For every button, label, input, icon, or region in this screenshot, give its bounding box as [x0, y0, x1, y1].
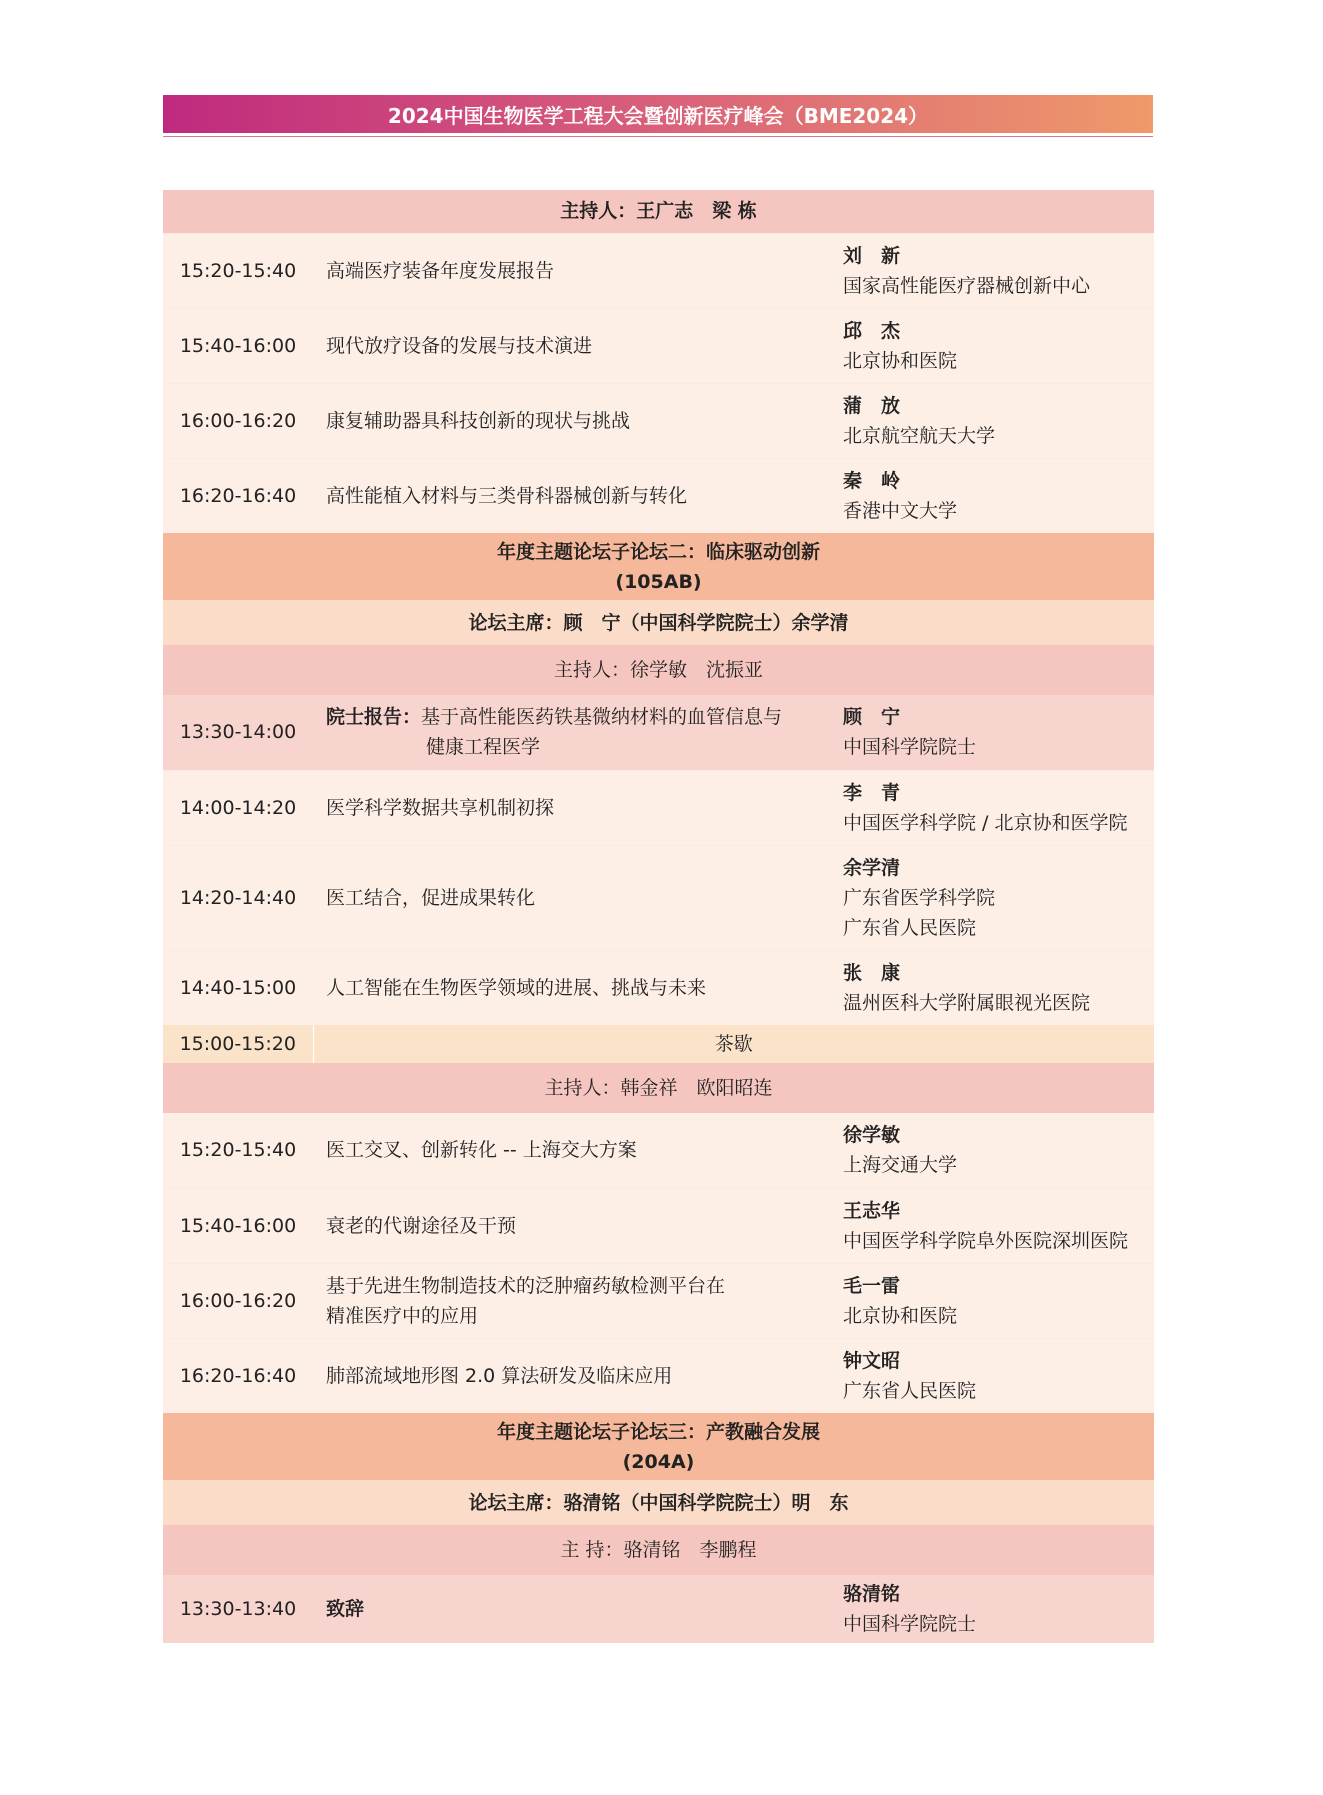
- talk-title: 高端医疗装备年度发展报告: [313, 233, 830, 308]
- speaker-cell: [830, 1188, 1154, 1263]
- talk-title-line2: 健康工程医学: [426, 736, 541, 759]
- talk-title: 医学科学数据共享机制初探: [313, 770, 830, 845]
- speaker-org: 北京协和医院: [843, 349, 958, 372]
- talk-title-line1: 基于高性能医药铁基微纳材料的血管信息与: [421, 706, 783, 729]
- speaker-cell: [830, 383, 1154, 458]
- table-row: [163, 1575, 1154, 1643]
- table-row: [163, 845, 1154, 950]
- host-label: 主持人：韩金祥 欧阳昭连: [163, 1063, 1154, 1113]
- academician-report-label: 院士报告：: [326, 706, 422, 729]
- talk-title: 现代放疗设备的发展与技术演进: [313, 308, 830, 383]
- host-label: 主持人：徐学敏 沈振亚: [163, 645, 1154, 695]
- speaker-cell: [830, 1113, 1154, 1188]
- talk-title: 高性能植入材料与三类骨科器械创新与转化: [313, 458, 830, 533]
- speaker-name: 王志华: [843, 1199, 901, 1222]
- host-row: [163, 1525, 1154, 1575]
- time-cell: 13:30-14:00: [179, 721, 297, 744]
- table-row: [163, 308, 1154, 383]
- time-cell: 14:40-15:00: [163, 950, 313, 1025]
- host-row: [163, 190, 1154, 233]
- speaker-org: 广东省人民医院: [843, 1379, 977, 1402]
- speaker-org: 中国科学院院士: [843, 736, 977, 759]
- speaker-cell: [830, 458, 1154, 533]
- schedule-table: [163, 190, 1154, 1643]
- talk-title: 医工结合，促进成果转化: [313, 845, 830, 950]
- speaker-cell: [830, 233, 1154, 308]
- talk-title: 肺部流域地形图 2.0 算法研发及临床应用: [313, 1338, 830, 1413]
- speaker-org-2: 广东省人民医院: [843, 916, 977, 939]
- forum-title: [163, 1413, 1154, 1480]
- speaker-name: 蒲 放: [843, 394, 901, 417]
- speaker-org: 上海交通大学: [843, 1154, 958, 1177]
- time-cell: 15:20-15:40: [179, 1139, 297, 1162]
- forum-room: (105AB): [615, 570, 702, 593]
- time-cell: 14:00-14:20: [163, 770, 313, 845]
- host-row: [163, 645, 1154, 695]
- speaker-name: 张 康: [843, 961, 901, 984]
- speaker-cell: [830, 845, 1154, 950]
- talk-title: 衰老的代谢途径及干预: [313, 1188, 830, 1263]
- table-row: [163, 383, 1154, 458]
- time-cell: 16:00-16:20: [163, 1263, 313, 1338]
- banner-divider: [163, 136, 1153, 137]
- table-row: [163, 233, 1154, 308]
- talk-title-line1: 基于先进生物制造技术的泛肿瘤药敏检测平台在: [326, 1274, 726, 1297]
- host-label: 主持人：王广志 梁 栋: [163, 190, 1154, 233]
- speaker-org: 国家高性能医疗器械创新中心: [843, 274, 1091, 297]
- time-cell: 16:20-16:40: [163, 458, 313, 533]
- speaker-org: 中国科学院院士: [843, 1613, 977, 1635]
- speaker-org: 广东省医学科学院: [843, 886, 996, 909]
- banner-title: 2024中国生物医学工程大会暨创新医疗峰会（BME2024）: [387, 103, 929, 128]
- speaker-name: 顾 宁: [843, 706, 901, 729]
- speaker-org: 中国医学科学院 / 北京协和医学院: [843, 811, 1128, 834]
- speaker-org: 香港中文大学: [843, 499, 958, 522]
- speaker-name: 李 青: [843, 781, 901, 804]
- speaker-cell: [830, 1338, 1154, 1413]
- time-cell: 14:20-14:40: [163, 845, 313, 950]
- speaker-org: 北京协和医院: [843, 1304, 958, 1327]
- speaker-cell: [830, 695, 1154, 770]
- speaker-org: 温州医科大学附属眼视光医院: [843, 991, 1091, 1014]
- forum-chair: 论坛主席：顾 宁（中国科学院院士）余学清: [163, 600, 1154, 645]
- time-cell: 16:20-16:40: [163, 1338, 313, 1413]
- time-cell: 15:40-16:00: [163, 1188, 313, 1263]
- talk-title-line2: 精准医疗中的应用: [326, 1304, 479, 1327]
- talk-title: [313, 695, 830, 770]
- host-label: 主 持：骆清铭 李鹏程: [163, 1525, 1154, 1575]
- speaker-name: 余学清: [843, 856, 901, 879]
- forum-title-row: [163, 1413, 1154, 1480]
- table-row: [163, 950, 1154, 1025]
- speaker-cell: [830, 770, 1154, 845]
- talk-title: 康复辅助器具科技创新的现状与挑战: [313, 383, 830, 458]
- forum-name: 年度主题论坛子论坛三：产教融合发展: [496, 1420, 820, 1443]
- forum-chair: 论坛主席：骆清铭（中国科学院院士）明 东: [163, 1480, 1154, 1525]
- table-row: [163, 1188, 1154, 1263]
- break-label: 茶歇: [313, 1025, 1154, 1063]
- speaker-name: 邱 杰: [843, 319, 901, 342]
- time-cell: 16:00-16:20: [163, 383, 313, 458]
- speaker-name: 秦 岭: [843, 469, 901, 492]
- forum-title: [163, 533, 1154, 600]
- talk-title: 医工交叉、创新转化 -- 上海交大方案: [326, 1139, 637, 1162]
- table-row: [163, 695, 1154, 770]
- banner: [163, 95, 1153, 133]
- talk-title: 人工智能在生物医学领域的进展、挑战与未来: [313, 950, 830, 1025]
- speaker-name: 骆清铭: [843, 1583, 901, 1605]
- speaker-name: 徐学敏: [843, 1124, 901, 1147]
- talk-title: 致辞: [326, 1598, 365, 1620]
- forum-name: 年度主题论坛子论坛二：临床驱动创新: [496, 540, 820, 563]
- speaker-cell: [830, 308, 1154, 383]
- speaker-cell: [830, 1263, 1154, 1338]
- table-row: [163, 1113, 1154, 1188]
- table-row: [163, 1263, 1154, 1338]
- speaker-cell: [830, 950, 1154, 1025]
- chair-row: [163, 1480, 1154, 1525]
- speaker-org: 中国医学科学院阜外医院深圳医院: [843, 1229, 1129, 1252]
- break-row: [163, 1025, 1154, 1063]
- speaker-name: 毛一雷: [843, 1274, 901, 1297]
- table-row: [163, 458, 1154, 533]
- speaker-org: 北京航空航天大学: [843, 424, 996, 447]
- speaker-name: 钟文昭: [843, 1349, 901, 1372]
- forum-room: (204A): [622, 1450, 695, 1473]
- table-row: [163, 1338, 1154, 1413]
- chair-row: [163, 600, 1154, 645]
- talk-title: [313, 1263, 830, 1338]
- time-cell: 15:40-16:00: [163, 308, 313, 383]
- speaker-name: 刘 新: [843, 244, 901, 267]
- forum-title-row: [163, 533, 1154, 600]
- host-row: [163, 1063, 1154, 1113]
- time-cell: 15:20-15:40: [163, 233, 313, 308]
- speaker-cell: [830, 1575, 1154, 1643]
- time-cell: 15:00-15:20: [179, 1033, 296, 1055]
- table-row: [163, 770, 1154, 845]
- time-cell: 13:30-13:40: [179, 1598, 297, 1620]
